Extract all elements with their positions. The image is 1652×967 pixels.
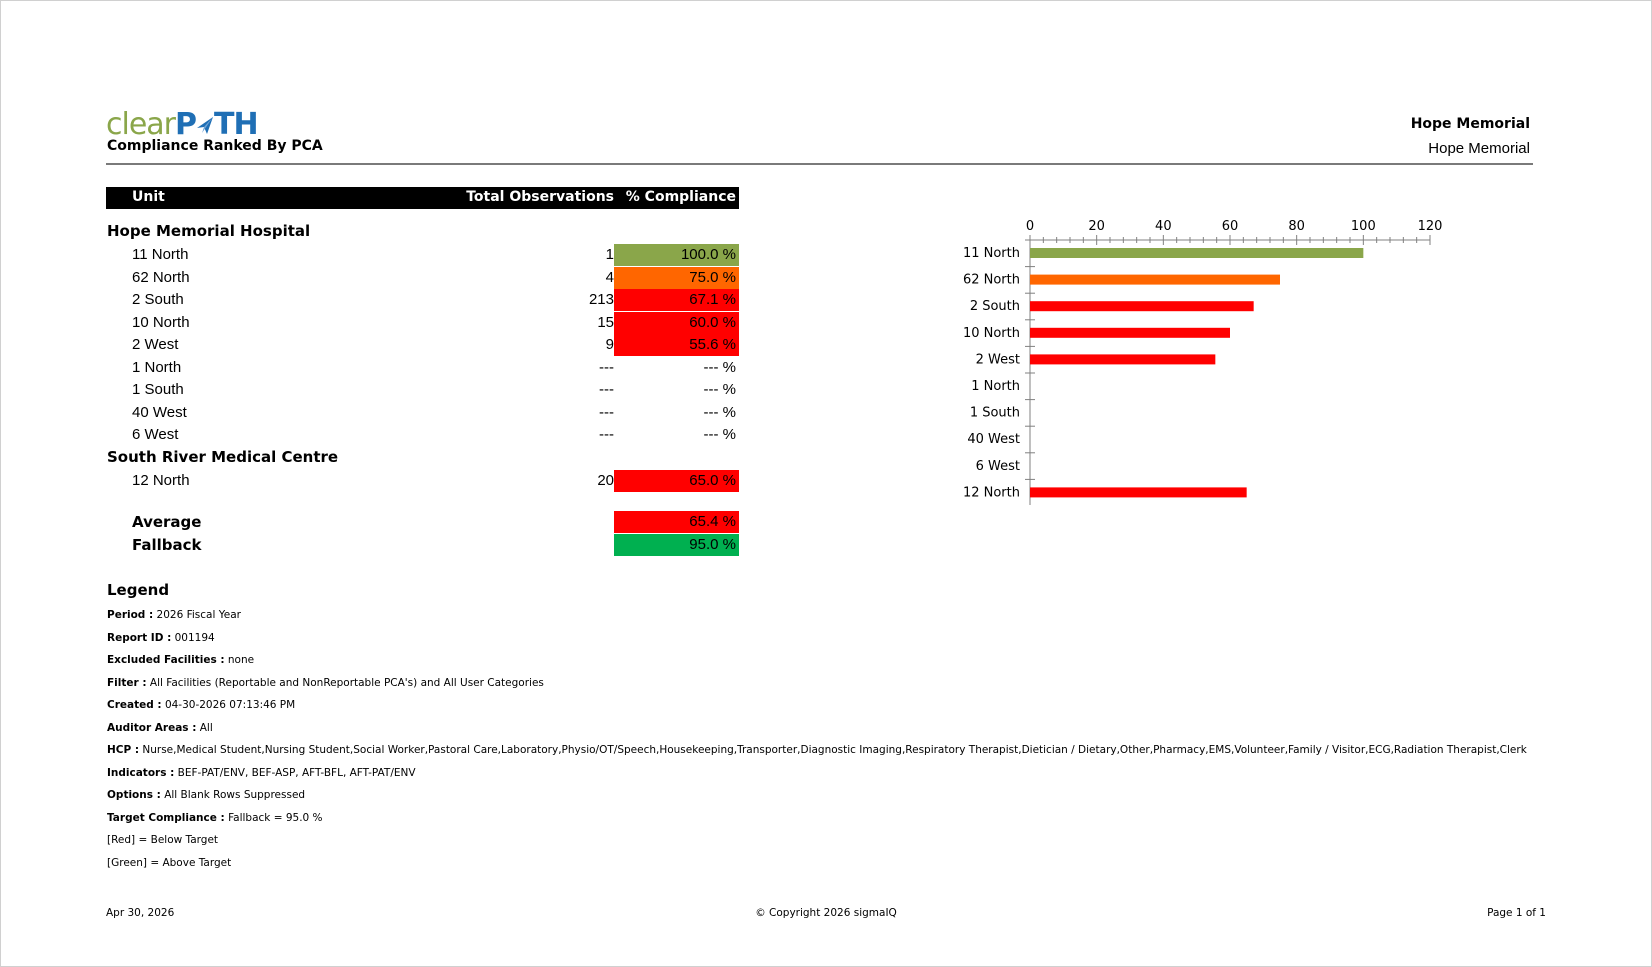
legend-value: [Green] = Above Target [107, 856, 232, 869]
legend-item [107, 632, 215, 644]
legend-item [107, 699, 295, 711]
unit-cell: 12 North [132, 471, 190, 489]
legend-value: none [224, 654, 255, 666]
x-tick-label: 20 [1088, 219, 1105, 234]
compliance-value: --- % [703, 403, 736, 421]
compliance-cell [614, 244, 739, 266]
compliance-value: 95.0 % [689, 535, 736, 553]
compliance-cell [614, 402, 739, 424]
legend-label: Options : [107, 789, 161, 801]
bar-62-north [1030, 275, 1280, 285]
compliance-cell [614, 289, 739, 311]
legend-label: Indicators : [107, 766, 175, 779]
legend-value: [Red] = Below Target [107, 834, 219, 846]
x-tick-label: 100 [1350, 219, 1376, 234]
compliance-value: 65.0 % [689, 471, 736, 489]
unit-cell: 2 West [132, 336, 179, 353]
table-row [106, 312, 739, 334]
compliance-cell [614, 534, 739, 556]
compliance-cell [614, 267, 739, 289]
y-category-label: 11 North [962, 246, 1020, 261]
column-header-unit: Unit [132, 189, 165, 205]
observations-cell: 213 [588, 291, 614, 308]
x-tick-label: 120 [1417, 219, 1443, 234]
y-category-label: 10 North [962, 325, 1020, 341]
y-category-label: 12 North [962, 485, 1020, 501]
footer-copyright: © Copyright 2026 sigmaIQ [755, 907, 897, 919]
legend-item [107, 609, 241, 621]
column-header-total-observations: Total Observations [466, 189, 614, 205]
legend-item [107, 789, 305, 801]
legend-item [107, 834, 218, 846]
compliance-value: --- % [703, 381, 736, 398]
compliance-cell [614, 357, 739, 379]
table-header [106, 187, 739, 209]
compliance-value: 60.0 % [689, 313, 736, 331]
table-row [106, 357, 739, 379]
header-divider [106, 163, 1533, 165]
unit-cell: 62 North [132, 268, 190, 286]
compliance-cell [614, 424, 739, 446]
compliance-value: 100.0 % [680, 246, 736, 263]
legend-value: Nurse,Medical Student,Nursing Student,Social Worker,Pastoral Care,Laboratory,Physio/OT/Speech,Housekeeping,Transporter,Diagnostic Imaging,Respiratory Therapist,Dietician / Dietary,Other,Pharmacy,EMS,Volunteer,Family / Visitor,ECG,Radiation Therapist,Clerk [139, 744, 1527, 756]
legend-label: Filter : [107, 676, 147, 689]
legend-value: 001194 [171, 631, 215, 644]
bar-12-north [1030, 487, 1247, 497]
legend-value: All Facilities (Reportable and NonReportable PCA's) and All User Categories [146, 676, 544, 689]
table-row [106, 402, 739, 424]
organization-name: Hope Memorial [1428, 140, 1530, 157]
unit-cell: 6 West [132, 426, 179, 443]
table-row [106, 289, 739, 311]
compliance-cell [614, 334, 739, 356]
y-category-label: 2 South [969, 299, 1020, 315]
compliance-value: 75.0 % [689, 268, 736, 286]
legend-item [107, 677, 544, 689]
table-row [106, 379, 739, 401]
compliance-value: 55.6 % [689, 336, 736, 353]
legend-label: Target Compliance : [107, 811, 225, 824]
facility-group-heading: South River Medical Centre [107, 447, 339, 466]
compliance-value: --- % [703, 358, 736, 376]
legend-label: HCP : [107, 744, 140, 756]
legend-label: Period : [107, 609, 154, 621]
unit-cell: 11 North [132, 246, 189, 263]
legend-label: Excluded Facilities : [107, 654, 225, 666]
observations-cell: 4 [605, 268, 614, 286]
x-tick-label: 0 [1025, 219, 1035, 234]
unit-cell: 1 South [132, 381, 184, 398]
bar-2-west [1030, 354, 1215, 364]
legend-item [107, 767, 416, 779]
legend-value: All Blank Rows Suppressed [160, 789, 306, 801]
legend-item [107, 744, 1527, 756]
compliance-cell [614, 379, 739, 401]
x-tick-label: 80 [1288, 219, 1305, 234]
table-row [106, 267, 739, 289]
y-category-label: 1 North [971, 379, 1020, 394]
legend-item [107, 654, 254, 666]
legend-value: 04-30-2026 07:13:46 PM [161, 699, 296, 711]
observations-cell: --- [599, 403, 614, 421]
compliance-value: --- % [703, 426, 736, 443]
compliance-cell [614, 312, 739, 334]
bar-2-south [1030, 301, 1254, 311]
clearpath-logo [106, 107, 258, 142]
observations-cell: 20 [597, 471, 614, 489]
unit-cell: 2 South [132, 291, 184, 308]
unit-cell: 40 West [132, 403, 187, 421]
compliance-value: 67.1 % [689, 291, 736, 308]
legend-value: All [196, 721, 213, 734]
table-row [106, 470, 739, 492]
observations-cell: 1 [605, 246, 614, 263]
summary-row [106, 534, 739, 556]
observations-cell: 15 [597, 313, 614, 331]
table-row [106, 424, 739, 446]
y-category-label: 2 West [975, 352, 1020, 368]
report-title: Compliance Ranked By PCA [107, 138, 323, 154]
observations-cell: --- [599, 426, 614, 443]
logo-text-p: P [175, 107, 197, 142]
table-row [106, 334, 739, 356]
unit-cell: 10 North [132, 313, 190, 331]
legend-label: Auditor Areas : [107, 721, 197, 734]
legend-item [107, 857, 231, 869]
legend-value: Fallback = 95.0 % [224, 811, 323, 824]
legend-value: BEF-PAT/ENV, BEF-ASP, AFT-BFL, AFT-PAT/ENV [174, 766, 416, 779]
summary-label: Fallback [132, 535, 202, 554]
footer-date: Apr 30, 2026 [106, 907, 175, 919]
y-category-label: 6 West [975, 458, 1020, 474]
legend-value: 2026 Fiscal Year [153, 609, 241, 621]
compliance-bar-chart [940, 205, 1520, 505]
observations-cell: --- [599, 381, 614, 398]
y-category-label: 62 North [962, 272, 1020, 288]
column-header-compliance: % Compliance [625, 189, 736, 205]
logo-text-th: TH [214, 107, 258, 142]
footer-page-number: Page 1 of 1 [1487, 907, 1546, 919]
x-tick-label: 40 [1155, 219, 1172, 234]
legend-label: Report ID : [107, 631, 172, 644]
compliance-cell [614, 511, 739, 533]
facility-group-heading: Hope Memorial Hospital [107, 222, 311, 240]
compliance-value: 65.4 % [689, 513, 736, 530]
bar-11-north [1030, 248, 1363, 258]
bar-10-north [1030, 328, 1230, 338]
summary-row [106, 511, 739, 533]
y-category-label: 1 South [969, 405, 1020, 421]
legend-label: Created : [107, 699, 162, 711]
summary-label: Average [132, 513, 202, 531]
legend-item [107, 722, 213, 734]
unit-cell: 1 North [132, 358, 182, 376]
legend-title: Legend [107, 581, 170, 599]
logo-text-clear: clear [106, 107, 176, 142]
x-tick-label: 60 [1221, 219, 1239, 234]
y-category-label: 40 West [967, 432, 1020, 448]
compliance-cell [614, 470, 739, 492]
table-row [106, 244, 739, 266]
paper-plane-icon [196, 114, 214, 136]
observations-cell: --- [599, 358, 614, 376]
organization-name-bold: Hope Memorial [1410, 116, 1530, 132]
legend-item [107, 812, 323, 824]
observations-cell: 9 [605, 336, 614, 353]
